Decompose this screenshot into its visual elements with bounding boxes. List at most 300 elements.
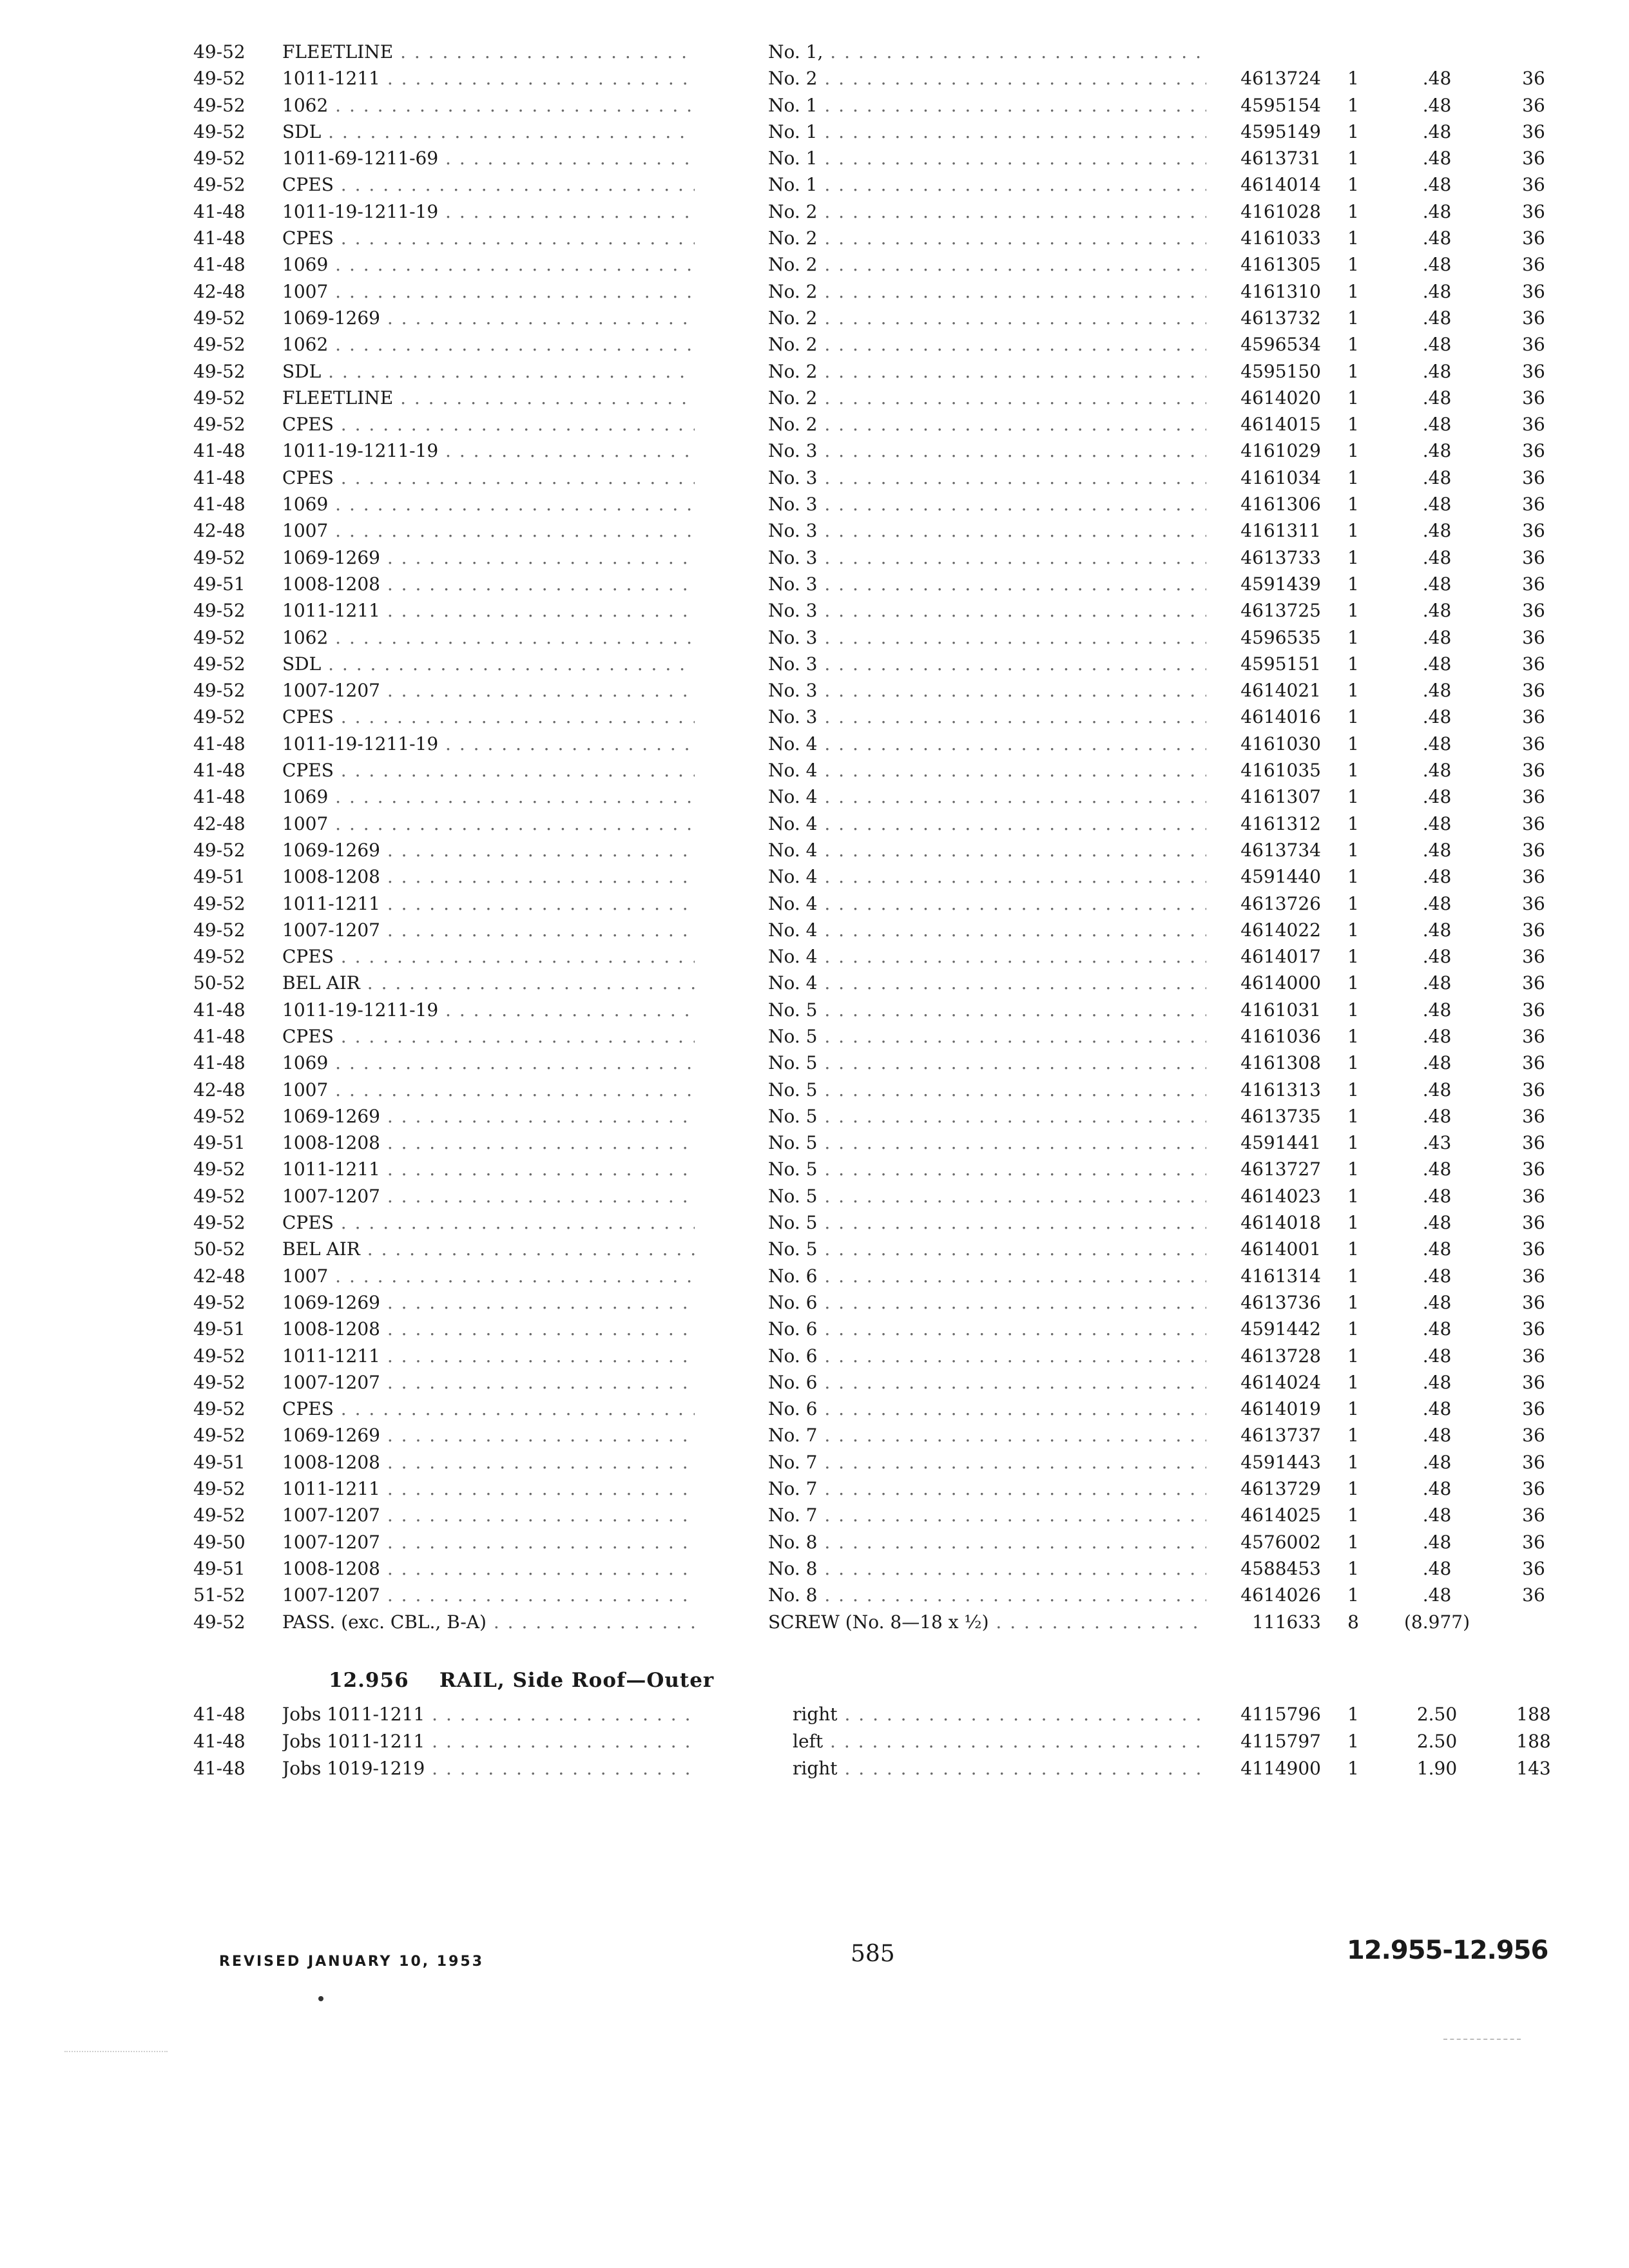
unit-cell: 36 [1522, 1079, 1545, 1100]
model-cell: Jobs 1019-1219 . . . [282, 1755, 695, 1782]
description-cell: No. 1 . . . [768, 92, 1206, 119]
part-row [0, 305, 1629, 331]
part-row [0, 491, 1629, 517]
part-number-cell: 4161311 [1240, 520, 1321, 542]
unit-cell: 36 [1522, 1052, 1545, 1074]
years-cell: 49-52 [193, 892, 246, 914]
quantity-cell: 1 [1347, 1584, 1359, 1606]
quantity-cell: 1 [1347, 892, 1359, 914]
years-cell: 49-52 [193, 919, 246, 941]
part-row [0, 757, 1629, 783]
unit-cell: 36 [1522, 573, 1545, 595]
part-row [0, 624, 1629, 651]
price-cell: .48 [1422, 520, 1452, 542]
years-cell: 49-52 [193, 626, 246, 648]
part-row [0, 1529, 1629, 1555]
quantity-cell: 1 [1347, 414, 1359, 436]
model-cell: 1069 . . . [282, 1050, 695, 1076]
unit-cell: 36 [1522, 866, 1545, 888]
unit-cell: 36 [1522, 174, 1545, 196]
scan-speck [318, 1996, 323, 2001]
part-number-cell: 4591439 [1240, 573, 1321, 595]
description-cell: No. 5 . . . [768, 1129, 1206, 1156]
unit-cell: 36 [1522, 839, 1545, 861]
part-number-cell: 4588453 [1240, 1557, 1321, 1579]
description-cell: No. 3 . . . [768, 491, 1206, 517]
unit-cell: 36 [1522, 946, 1545, 968]
price-cell: .48 [1422, 1105, 1452, 1127]
price-cell: .48 [1422, 1398, 1452, 1420]
quantity-cell: 1 [1347, 1398, 1359, 1420]
quantity-cell: 1 [1347, 733, 1359, 754]
model-cell: PASS. (exc. CBL., B-A) . . . [282, 1609, 695, 1635]
description-cell: No. 2 . . . [768, 278, 1206, 305]
years-cell: 49-52 [193, 307, 246, 329]
price-cell: .48 [1422, 600, 1452, 622]
description-cell: No. 2 . . . [768, 198, 1206, 225]
years-cell: 49-52 [193, 1158, 246, 1180]
unit-cell: 36 [1522, 1451, 1545, 1473]
quantity-cell: 1 [1347, 1132, 1359, 1154]
model-cell: 1069-1269 . . . [282, 1103, 695, 1129]
years-cell: 49-52 [193, 360, 246, 382]
model-cell: 1007-1207 . . . [282, 1183, 695, 1209]
description-cell: No. 4 . . . [768, 783, 1206, 810]
price-cell: .48 [1422, 1451, 1452, 1473]
model-cell: 1011-1211 . . . [282, 890, 695, 917]
quantity-cell: 1 [1347, 760, 1359, 782]
years-cell: 49-52 [193, 41, 246, 62]
model-cell: CPES . . . [282, 411, 695, 437]
years-cell: 41-48 [193, 1758, 246, 1779]
unit-cell: 36 [1522, 812, 1545, 834]
model-cell: SDL . . . [282, 358, 695, 385]
part-row [0, 783, 1629, 810]
years-cell: 49-52 [193, 600, 246, 622]
unit-cell: 36 [1522, 254, 1545, 276]
part-row [0, 171, 1629, 198]
years-cell: 41-48 [193, 494, 246, 515]
part-number-cell: 4595149 [1240, 120, 1321, 142]
model-cell: 1007-1207 . . . [282, 917, 695, 943]
part-number-cell: 4614018 [1240, 1212, 1321, 1234]
price-cell: .48 [1422, 1557, 1452, 1579]
part-row [0, 811, 1629, 837]
unit-cell: 36 [1522, 1265, 1545, 1287]
section-title: RAIL, Side Roof—Outer [439, 1669, 715, 1692]
quantity-cell: 1 [1347, 1105, 1359, 1127]
price-cell: .48 [1422, 494, 1452, 515]
quantity-cell: 1 [1347, 1318, 1359, 1340]
quantity-cell: 1 [1347, 1052, 1359, 1074]
part-number-cell: 4613724 [1240, 68, 1321, 90]
unit-cell: 36 [1522, 653, 1545, 675]
part-row [0, 1449, 1629, 1475]
price-cell: .48 [1422, 919, 1452, 941]
unit-cell: 188 [1516, 1704, 1551, 1725]
price-cell: .48 [1422, 706, 1452, 728]
price-cell: .48 [1422, 1079, 1452, 1100]
model-cell: CPES . . . [282, 1023, 695, 1050]
part-number-cell: 4161306 [1240, 494, 1321, 515]
price-cell: 1.90 [1416, 1758, 1458, 1779]
model-cell: 1062 . . . [282, 92, 695, 119]
unit-cell: 36 [1522, 360, 1545, 382]
quantity-cell: 1 [1347, 680, 1359, 702]
price-cell: .48 [1422, 733, 1452, 754]
part-number-cell: 4161028 [1240, 200, 1321, 222]
description-cell: No. 4 . . . [768, 890, 1206, 917]
quantity-cell: 1 [1347, 1504, 1359, 1526]
price-cell: .48 [1422, 1425, 1452, 1446]
model-cell: SDL . . . [282, 651, 695, 677]
quantity-cell: 1 [1347, 1731, 1359, 1752]
unit-cell: 36 [1522, 68, 1545, 90]
model-cell: CPES . . . [282, 1396, 695, 1422]
part-row [0, 1289, 1629, 1316]
unit-cell: 36 [1522, 1371, 1545, 1393]
price-cell: .48 [1422, 254, 1452, 276]
part-row [0, 1755, 1629, 1782]
unit-cell: 36 [1522, 387, 1545, 408]
part-row [0, 1129, 1629, 1156]
description-cell: No. 8 . . . [768, 1582, 1206, 1608]
description-cell: No. 4 . . . [768, 863, 1206, 890]
description-cell: No. 3 . . . [768, 651, 1206, 677]
part-number-cell: 4613734 [1240, 839, 1321, 861]
description-cell: No. 1 . . . [768, 171, 1206, 198]
part-row [0, 731, 1629, 757]
description-cell: No. 5 . . . [768, 1077, 1206, 1103]
price-cell: .48 [1422, 1052, 1452, 1074]
price-cell: (8.977) [1403, 1611, 1470, 1633]
price-cell: .48 [1422, 227, 1452, 249]
description-cell: No. 5 . . . [768, 1183, 1206, 1209]
years-cell: 41-48 [193, 1704, 246, 1725]
part-number-cell: 4613726 [1240, 892, 1321, 914]
part-number-cell: 4614014 [1240, 174, 1321, 196]
price-cell: .48 [1422, 174, 1452, 196]
part-number-cell: 4614023 [1240, 1185, 1321, 1207]
description-cell: No. 2 . . . [768, 305, 1206, 331]
description-cell: No. 3 . . . [768, 544, 1206, 571]
model-cell: 1069-1269 . . . [282, 305, 695, 331]
model-cell: 1008-1208 . . . [282, 863, 695, 890]
description-cell: No. 3 . . . [768, 465, 1206, 491]
description-cell: No. 7 . . . [768, 1475, 1206, 1502]
part-row [0, 39, 1629, 65]
unit-cell: 36 [1522, 307, 1545, 329]
years-cell: 49-52 [193, 68, 246, 90]
price-cell: .48 [1422, 360, 1452, 382]
part-row [0, 517, 1629, 544]
years-cell: 49-52 [193, 120, 246, 142]
model-cell: 1069 . . . [282, 251, 695, 278]
quantity-cell: 1 [1347, 1371, 1359, 1393]
model-cell: 1011-1211 . . . [282, 1156, 695, 1182]
description-cell: No. 3 . . . [768, 571, 1206, 597]
quantity-cell: 1 [1347, 520, 1359, 542]
description-cell: No. 6 . . . [768, 1316, 1206, 1342]
unit-cell: 36 [1522, 466, 1545, 488]
part-number-cell: 4591442 [1240, 1318, 1321, 1340]
quantity-cell: 1 [1347, 1758, 1359, 1779]
unit-cell: 36 [1522, 1212, 1545, 1234]
part-row [0, 837, 1629, 863]
unit-cell: 36 [1522, 1584, 1545, 1606]
model-cell: 1011-1211 . . . [282, 597, 695, 624]
part-row [0, 385, 1629, 411]
years-cell: 49-51 [193, 1557, 246, 1579]
part-row [0, 943, 1629, 970]
years-cell: 49-51 [193, 1318, 246, 1340]
years-cell: 49-52 [193, 1105, 246, 1127]
part-row [0, 651, 1629, 677]
unit-cell: 36 [1522, 494, 1545, 515]
years-cell: 50-52 [193, 972, 246, 994]
description-cell: No. 3 . . . [768, 517, 1206, 544]
part-number-cell: 4161307 [1240, 786, 1321, 808]
price-cell: .48 [1422, 839, 1452, 861]
model-cell: 1007-1207 . . . [282, 1582, 695, 1608]
quantity-cell: 1 [1347, 360, 1359, 382]
price-cell: .48 [1422, 760, 1452, 782]
quantity-cell: 1 [1347, 786, 1359, 808]
quantity-cell: 1 [1347, 546, 1359, 568]
quantity-cell: 1 [1347, 1478, 1359, 1500]
model-cell: 1007-1207 . . . [282, 677, 695, 704]
price-cell: .48 [1422, 1345, 1452, 1367]
part-number-cell: 4613729 [1240, 1478, 1321, 1500]
price-cell: .48 [1422, 1504, 1452, 1526]
unit-cell: 36 [1522, 520, 1545, 542]
part-row [0, 1077, 1629, 1103]
description-cell: No. 3 . . . [768, 624, 1206, 651]
unit-cell: 36 [1522, 1504, 1545, 1526]
model-cell: 1008-1208 . . . [282, 1316, 695, 1342]
part-row [0, 465, 1629, 491]
description-cell: right . . . [793, 1701, 1205, 1728]
years-cell: 49-51 [193, 1132, 246, 1154]
unit-cell: 36 [1522, 733, 1545, 754]
model-cell: 1011-19-1211-19 . . . [282, 198, 695, 225]
model-cell: 1011-1211 . . . [282, 65, 695, 91]
part-row [0, 411, 1629, 437]
description-cell: No. 4 . . . [768, 731, 1206, 757]
years-cell: 42-48 [193, 520, 246, 542]
quantity-cell: 1 [1347, 946, 1359, 968]
years-cell: 41-48 [193, 1025, 246, 1047]
model-cell: BEL AIR . . . [282, 1236, 695, 1262]
years-cell: 49-51 [193, 573, 246, 595]
part-row [0, 1369, 1629, 1396]
quantity-cell: 1 [1347, 573, 1359, 595]
unit-cell: 36 [1522, 600, 1545, 622]
years-cell: 49-52 [193, 1185, 246, 1207]
unit-cell: 36 [1522, 786, 1545, 808]
quantity-cell: 1 [1347, 1451, 1359, 1473]
quantity-cell: 1 [1347, 1185, 1359, 1207]
part-number-cell: 4161035 [1240, 760, 1321, 782]
description-cell: No. 3 . . . [768, 437, 1206, 464]
quantity-cell: 1 [1347, 280, 1359, 302]
description-cell: No. 1 . . . [768, 145, 1206, 171]
quantity-cell: 1 [1347, 653, 1359, 675]
price-cell: .48 [1422, 280, 1452, 302]
part-row [0, 1236, 1629, 1262]
description-cell: SCREW (No. 8—18 x ½) . . . [768, 1609, 1206, 1635]
part-number-cell: 4614015 [1240, 414, 1321, 436]
description-cell: No. 4 . . . [768, 757, 1206, 783]
part-row [0, 1263, 1629, 1289]
part-number-cell: 4613732 [1240, 307, 1321, 329]
model-cell: 1007 . . . [282, 811, 695, 837]
part-row [0, 251, 1629, 278]
unit-cell: 36 [1522, 1345, 1545, 1367]
model-cell: BEL AIR . . . [282, 970, 695, 996]
unit-cell: 36 [1522, 1318, 1545, 1340]
part-row [0, 1701, 1629, 1728]
unit-cell: 36 [1522, 546, 1545, 568]
part-row [0, 997, 1629, 1023]
years-cell: 41-48 [193, 1731, 246, 1752]
unit-cell: 36 [1522, 1291, 1545, 1313]
years-cell: 49-52 [193, 1504, 246, 1526]
model-cell: 1011-69-1211-69 . . . [282, 145, 695, 171]
years-cell: 42-48 [193, 280, 246, 302]
years-cell: 49-52 [193, 174, 246, 196]
part-row [0, 1183, 1629, 1209]
part-row [0, 1396, 1629, 1422]
part-row [0, 1502, 1629, 1528]
price-cell: .48 [1422, 1025, 1452, 1047]
years-cell: 49-52 [193, 1478, 246, 1500]
quantity-cell: 1 [1347, 812, 1359, 834]
model-cell: 1011-1211 . . . [282, 1343, 695, 1369]
years-cell: 41-48 [193, 733, 246, 754]
years-cell: 41-48 [193, 200, 246, 222]
description-cell: No. 4 . . . [768, 837, 1206, 863]
model-cell: 1069 . . . [282, 491, 695, 517]
price-cell: .48 [1422, 1371, 1452, 1393]
quantity-cell: 1 [1347, 387, 1359, 408]
part-number-cell: 4115796 [1240, 1704, 1321, 1725]
model-cell: 1011-1211 . . . [282, 1475, 695, 1502]
part-number-cell: 4595150 [1240, 360, 1321, 382]
unit-cell: 36 [1522, 200, 1545, 222]
price-cell: 2.50 [1416, 1731, 1458, 1752]
years-cell: 41-48 [193, 466, 246, 488]
years-cell: 49-52 [193, 148, 246, 169]
price-cell: .48 [1422, 546, 1452, 568]
rail-list [0, 1701, 1629, 1782]
price-cell: .48 [1422, 653, 1452, 675]
quantity-cell: 1 [1347, 839, 1359, 861]
part-number-cell: 4613735 [1240, 1105, 1321, 1127]
part-number-cell: 4613728 [1240, 1345, 1321, 1367]
description-cell: No. 3 . . . [768, 677, 1206, 704]
unit-cell: 36 [1522, 148, 1545, 169]
quantity-cell: 1 [1347, 1345, 1359, 1367]
quantity-cell: 1 [1347, 919, 1359, 941]
quantity-cell: 1 [1347, 972, 1359, 994]
years-cell: 49-52 [193, 414, 246, 436]
part-number-cell: 4614022 [1240, 919, 1321, 941]
description-cell: No. 8 . . . [768, 1555, 1206, 1582]
part-number-cell: 4161033 [1240, 227, 1321, 249]
part-number-cell: 4161308 [1240, 1052, 1321, 1074]
part-row [0, 1050, 1629, 1076]
years-cell: 41-48 [193, 786, 246, 808]
price-cell: .48 [1422, 387, 1452, 408]
part-row [0, 225, 1629, 251]
quantity-cell: 1 [1347, 1531, 1359, 1553]
page-number: 585 [851, 1941, 895, 1967]
price-cell: .48 [1422, 972, 1452, 994]
quantity-cell: 1 [1347, 334, 1359, 356]
price-cell: .48 [1422, 1531, 1452, 1553]
unit-cell: 36 [1522, 1531, 1545, 1553]
years-cell: 41-48 [193, 440, 246, 462]
part-number-cell: 4613731 [1240, 148, 1321, 169]
model-cell: 1069 . . . [282, 783, 695, 810]
part-row [0, 437, 1629, 464]
description-cell: No. 7 . . . [768, 1502, 1206, 1528]
part-row [0, 1422, 1629, 1448]
unit-cell: 36 [1522, 1478, 1545, 1500]
part-number-cell: 4614025 [1240, 1504, 1321, 1526]
quantity-cell: 1 [1347, 68, 1359, 90]
quantity-cell: 1 [1347, 1079, 1359, 1100]
model-cell: 1069-1269 . . . [282, 1422, 695, 1448]
model-cell: CPES . . . [282, 465, 695, 491]
quantity-cell: 1 [1347, 120, 1359, 142]
quantity-cell: 1 [1347, 626, 1359, 648]
part-row [0, 1103, 1629, 1129]
quantity-cell: 1 [1347, 200, 1359, 222]
part-row [0, 1023, 1629, 1050]
price-cell: .48 [1422, 120, 1452, 142]
quantity-cell: 1 [1347, 600, 1359, 622]
unit-cell: 36 [1522, 1025, 1545, 1047]
model-cell: CPES . . . [282, 757, 695, 783]
quantity-cell: 1 [1347, 254, 1359, 276]
model-cell: Jobs 1011-1211 . . . [282, 1701, 695, 1728]
price-cell: .48 [1422, 1318, 1452, 1340]
model-cell: 1069-1269 . . . [282, 544, 695, 571]
price-cell: .48 [1422, 148, 1452, 169]
part-row [0, 970, 1629, 996]
model-cell: 1007 . . . [282, 1263, 695, 1289]
price-cell: .48 [1422, 1291, 1452, 1313]
part-number-cell: 4161310 [1240, 280, 1321, 302]
part-number-cell: 4591440 [1240, 866, 1321, 888]
unit-cell: 36 [1522, 1185, 1545, 1207]
part-number-cell: 4161313 [1240, 1079, 1321, 1100]
unit-cell: 36 [1522, 892, 1545, 914]
parts-list [0, 39, 1629, 1635]
quantity-cell: 8 [1347, 1611, 1359, 1633]
model-cell: CPES . . . [282, 704, 695, 730]
part-row [0, 597, 1629, 624]
model-cell: CPES . . . [282, 1209, 695, 1236]
unit-cell: 36 [1522, 280, 1545, 302]
unit-cell: 36 [1522, 919, 1545, 941]
quantity-cell: 1 [1347, 1238, 1359, 1260]
part-row [0, 890, 1629, 917]
description-cell: No. 2 . . . [768, 65, 1206, 91]
part-row [0, 571, 1629, 597]
